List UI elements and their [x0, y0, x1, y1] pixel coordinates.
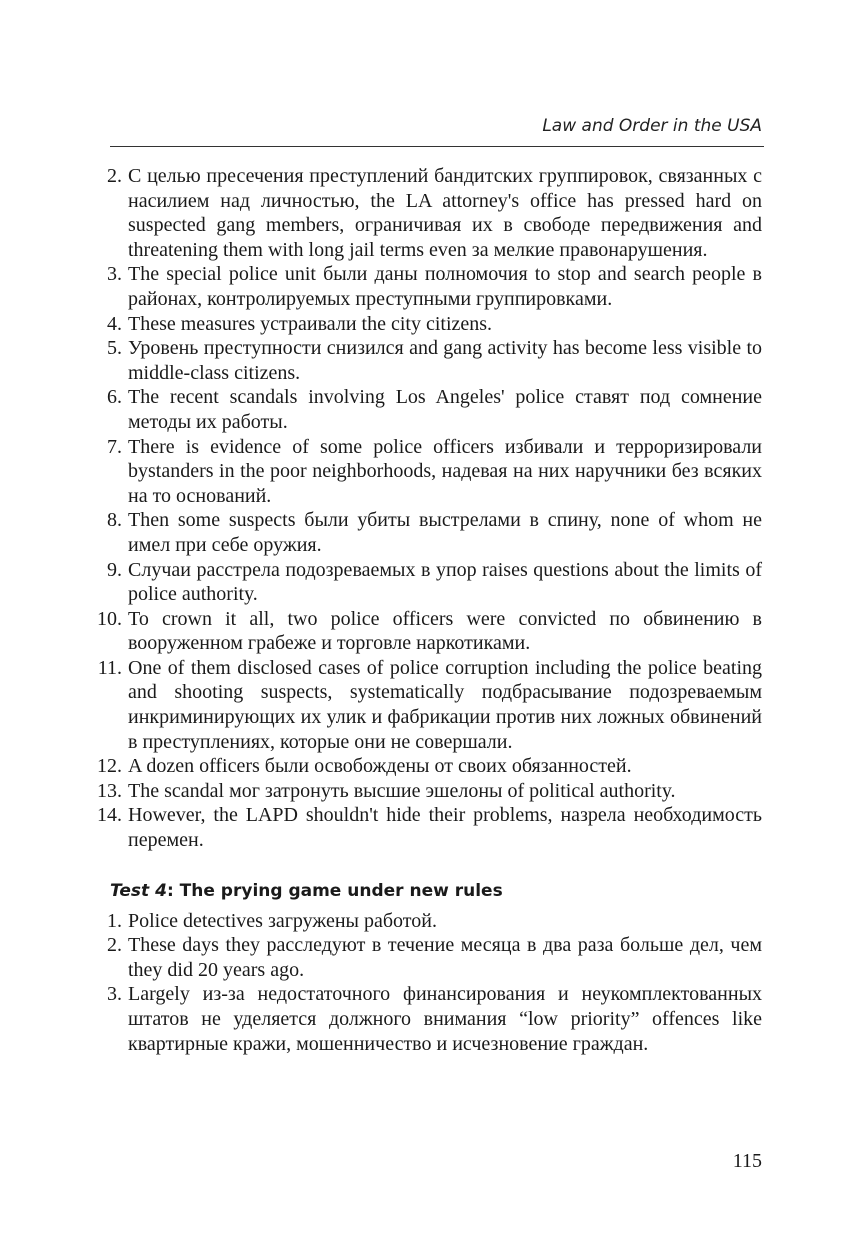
item-text: Уровень преступности снизился and gang activity has become less visible to middle-class citizens. [128, 337, 762, 384]
list-item [0, 754, 762, 779]
item-text: To crown it all, two police officers were convicted по обвинению в вооруженном грабеже и торговле наркотиками. [128, 607, 762, 655]
item-text: These measures устраивали the city citizens. [128, 312, 493, 335]
list-item [0, 803, 762, 852]
item-number: 8. [107, 509, 122, 532]
page-number: 115 [732, 1150, 762, 1172]
item-text: The scandal мог затронуть высшие эшелоны of political authority. [128, 779, 676, 802]
page-content [0, 164, 862, 1056]
item-text: There is evidence of some police officers избивали и терроризировали bystanders in the poor neighborhoods, надевая на них наручники без всяких на то оснований. [128, 435, 762, 507]
item-text: However, the LAPD shouldn't hide their problems, назрела необходимость перемен. [128, 804, 762, 852]
item-text: A dozen officers были освобождены от своих обязанностей. [128, 755, 632, 778]
item-number: 6. [107, 386, 122, 409]
item-text: Случаи расстрела подозреваемых в упор raises questions about the limits of police authority. [128, 558, 762, 606]
list-item [0, 336, 762, 385]
list-item [0, 909, 762, 934]
list-item [0, 558, 762, 607]
header-rule [110, 146, 764, 147]
list-item [0, 164, 762, 262]
item-text: The recent scandals involving Los Angeles' police ставят под сомнение методы их работы. [128, 386, 762, 433]
item-number: 12. [97, 755, 122, 778]
test-label: Test 4 [110, 880, 167, 901]
running-head: Law and Order in the USA [542, 116, 762, 136]
item-number: 10. [97, 607, 122, 630]
item-text: С целью пресечения преступлений бандитских группировок, связанных с насилием над личностью, the LA attorney's office has pressed hard on suspected gang members, ограничивая их в свободе передвижения and threatening them with long jail terms even за мелкие правонарушения. [128, 165, 762, 261]
item-text: Largely из-за недостаточного финансирования и неукомплектованных штатов не уделяется должного внимания “low priority” offences like квартирные кражи, мошенничество и исчезновение граждан. [128, 983, 762, 1055]
list-item [0, 656, 762, 754]
item-number: 3. [107, 983, 122, 1006]
exercise-list [0, 164, 862, 853]
item-text: The special police unit были даны полномочия to stop and search people в районах, контролируемых преступными группировками. [128, 263, 762, 310]
list-item [0, 385, 762, 434]
list-item [0, 435, 762, 509]
item-number: 2. [107, 165, 122, 187]
list-item [0, 262, 762, 311]
item-number: 9. [107, 558, 122, 581]
item-number: 2. [107, 934, 122, 957]
item-number: 7. [107, 435, 122, 458]
test-title: The prying game under new rules [179, 880, 503, 901]
item-number: 4. [107, 312, 122, 335]
test-heading [110, 879, 862, 903]
list-item [0, 312, 762, 337]
item-text: These days they расследуют в течение месяца в два раза больше дел, чем they did 20 years ago. [128, 934, 762, 981]
item-number: 14. [97, 804, 122, 827]
list-item [0, 607, 762, 656]
item-number: 5. [107, 337, 122, 360]
item-text: One of them disclosed cases of police corruption including the police beating and shooting suspects, systematically подбрасывание подозреваемым инкриминирующих их улик и фабрикации против них ложных обвинений в преступлениях, которые они не совершали. [128, 656, 762, 753]
list-item [0, 933, 762, 982]
test-list [0, 909, 862, 1057]
item-text: Police detectives загружены работой. [128, 909, 437, 932]
list-item [0, 508, 762, 557]
item-text: Then some suspects были убиты выстрелами в спину, none of whom не имел при себе оружия. [128, 509, 762, 556]
list-item [0, 779, 762, 804]
item-number: 3. [107, 263, 122, 286]
test-separator: : [166, 880, 180, 901]
item-number: 11. [97, 656, 122, 679]
item-number: 1. [107, 909, 122, 932]
item-number: 13. [97, 779, 122, 802]
list-item [0, 982, 762, 1056]
